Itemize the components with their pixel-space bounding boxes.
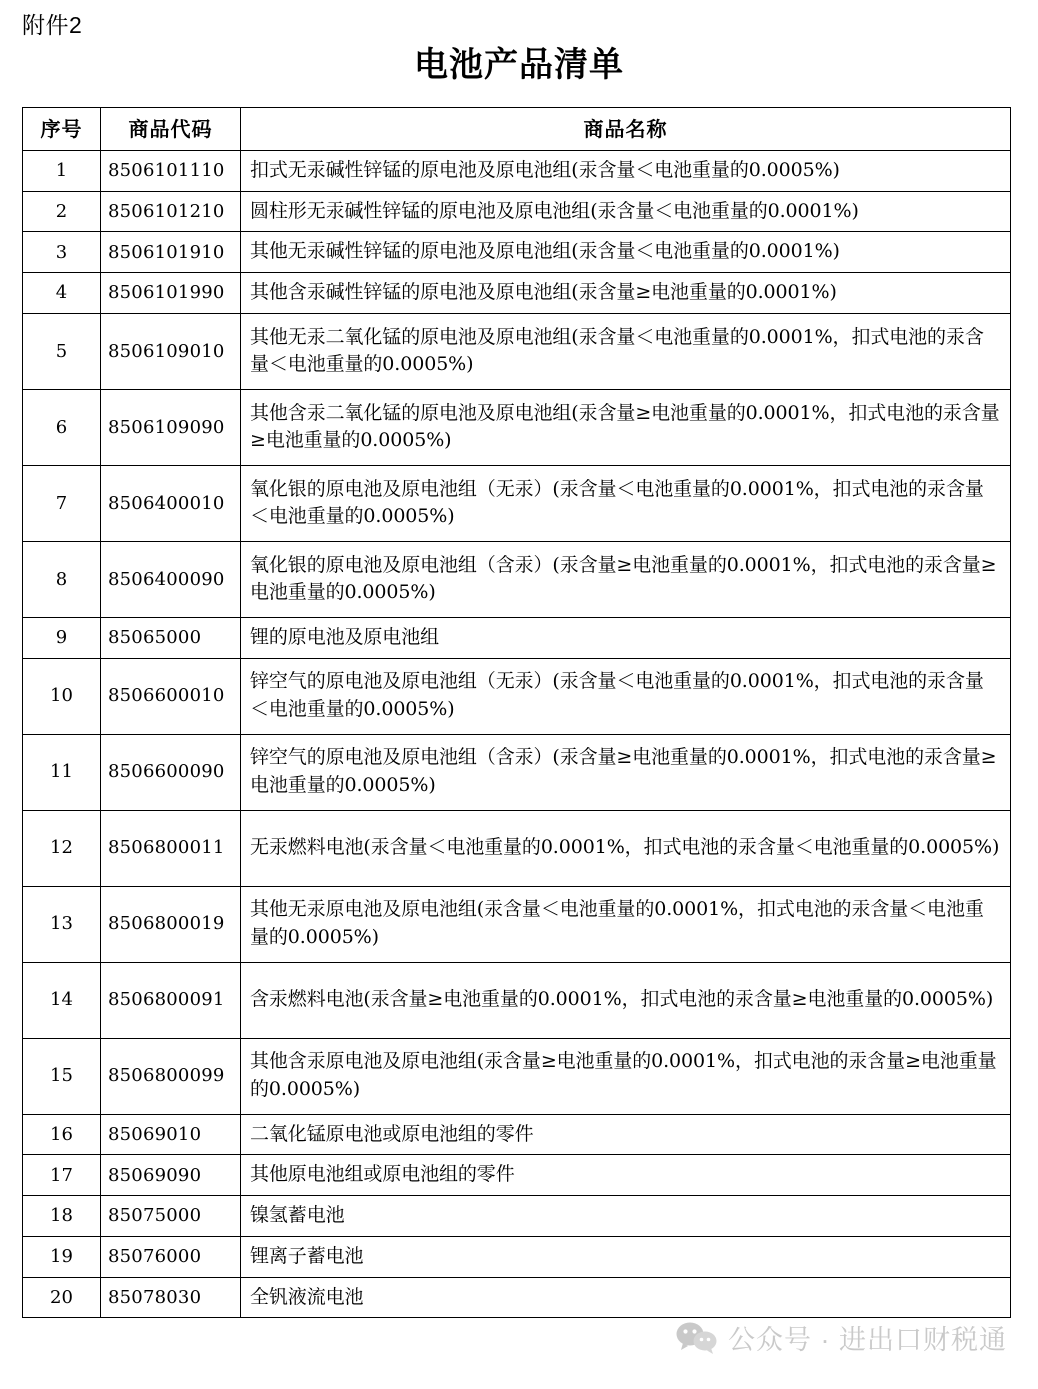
cell-seq: 12 <box>23 810 101 886</box>
cell-commodity-code: 8506800099 <box>101 1038 241 1114</box>
cell-commodity-name: 锂离子蓄电池 <box>241 1236 1011 1277</box>
cell-seq: 6 <box>23 389 101 465</box>
cell-commodity-code: 8506109090 <box>101 389 241 465</box>
cell-commodity-name: 氧化银的原电池及原电池组（无汞）(汞含量＜电池重量的0.0001%，扣式电池的汞含量＜电池重量的0.0005%) <box>241 465 1011 541</box>
cell-seq: 15 <box>23 1038 101 1114</box>
table-row <box>23 313 1011 389</box>
cell-commodity-code: 85076000 <box>101 1236 241 1277</box>
table-row <box>23 1155 1011 1196</box>
cell-seq: 1 <box>23 151 101 192</box>
cell-commodity-name: 扣式无汞碱性锌锰的原电池及原电池组(汞含量＜电池重量的0.0005%) <box>241 151 1011 192</box>
cell-commodity-code: 8506101990 <box>101 273 241 314</box>
cell-commodity-code: 8506600090 <box>101 734 241 810</box>
watermark <box>676 1318 1007 1357</box>
cell-commodity-name: 其他原电池组或原电池组的零件 <box>241 1155 1011 1196</box>
table-row <box>23 962 1011 1038</box>
cell-commodity-name: 其他无汞原电池及原电池组(汞含量＜电池重量的0.0001%，扣式电池的汞含量＜电池重量的0.0005%) <box>241 886 1011 962</box>
cell-seq: 14 <box>23 962 101 1038</box>
cell-seq: 18 <box>23 1196 101 1237</box>
cell-commodity-code: 8506101910 <box>101 232 241 273</box>
cell-commodity-code: 8506800011 <box>101 810 241 886</box>
cell-seq: 7 <box>23 465 101 541</box>
cell-seq: 16 <box>23 1114 101 1155</box>
column-header-seq: 序号 <box>23 108 101 151</box>
cell-seq: 4 <box>23 273 101 314</box>
cell-commodity-name: 其他含汞原电池及原电池组(汞含量≥电池重量的0.0001%，扣式电池的汞含量≥电池重量的0.0005%) <box>241 1038 1011 1114</box>
cell-seq: 3 <box>23 232 101 273</box>
table-row <box>23 886 1011 962</box>
wechat-icon <box>676 1321 718 1355</box>
cell-commodity-code: 8506109010 <box>101 313 241 389</box>
cell-commodity-name: 圆柱形无汞碱性锌锰的原电池及原电池组(汞含量＜电池重量的0.0001%) <box>241 191 1011 232</box>
table-header-row <box>23 108 1011 151</box>
table-row <box>23 1114 1011 1155</box>
cell-commodity-name: 全钒液流电池 <box>241 1277 1011 1318</box>
table-row <box>23 1196 1011 1237</box>
cell-commodity-code: 85065000 <box>101 617 241 658</box>
table-row <box>23 541 1011 617</box>
cell-commodity-code: 85078030 <box>101 1277 241 1318</box>
cell-commodity-name: 氧化银的原电池及原电池组（含汞）(汞含量≥电池重量的0.0001%，扣式电池的汞含量≥电池重量的0.0005%) <box>241 541 1011 617</box>
cell-commodity-code: 8506600010 <box>101 658 241 734</box>
table-row <box>23 810 1011 886</box>
battery-product-table <box>22 107 1011 1318</box>
cell-commodity-name: 其他无汞碱性锌锰的原电池及原电池组(汞含量＜电池重量的0.0001%) <box>241 232 1011 273</box>
product-table-container <box>22 107 1010 1318</box>
cell-seq: 13 <box>23 886 101 962</box>
table-row <box>23 734 1011 810</box>
cell-commodity-code: 8506101110 <box>101 151 241 192</box>
cell-commodity-code: 8506400010 <box>101 465 241 541</box>
cell-commodity-name: 锂的原电池及原电池组 <box>241 617 1011 658</box>
table-row <box>23 658 1011 734</box>
cell-seq: 20 <box>23 1277 101 1318</box>
cell-commodity-name: 镍氢蓄电池 <box>241 1196 1011 1237</box>
table-row <box>23 465 1011 541</box>
cell-commodity-name: 锌空气的原电池及原电池组（无汞）(汞含量＜电池重量的0.0001%，扣式电池的汞含量＜电池重量的0.0005%) <box>241 658 1011 734</box>
cell-seq: 17 <box>23 1155 101 1196</box>
column-header-code: 商品代码 <box>101 108 241 151</box>
table-body <box>23 151 1011 1318</box>
cell-commodity-name: 含汞燃料电池(汞含量≥电池重量的0.0001%，扣式电池的汞含量≥电池重量的0.0005%) <box>241 962 1011 1038</box>
table-row <box>23 1236 1011 1277</box>
column-header-name: 商品名称 <box>241 108 1011 151</box>
page-title: 电池产品清单 <box>414 45 624 85</box>
cell-commodity-name: 其他含汞碱性锌锰的原电池及原电池组(汞含量≥电池重量的0.0001%) <box>241 273 1011 314</box>
watermark-text: 公众号 · 进出口财税通 <box>728 1325 1007 1355</box>
cell-commodity-name: 二氧化锰原电池或原电池组的零件 <box>241 1114 1011 1155</box>
table-row <box>23 273 1011 314</box>
cell-commodity-name: 其他含汞二氧化锰的原电池及原电池组(汞含量≥电池重量的0.0001%，扣式电池的汞含量≥电池重量的0.0005%) <box>241 389 1011 465</box>
attachment-label: 附件2 <box>22 12 83 38</box>
cell-seq: 5 <box>23 313 101 389</box>
cell-commodity-code: 85075000 <box>101 1196 241 1237</box>
cell-commodity-name: 其他无汞二氧化锰的原电池及原电池组(汞含量＜电池重量的0.0001%，扣式电池的汞含量＜电池重量的0.0005%) <box>241 313 1011 389</box>
cell-seq: 9 <box>23 617 101 658</box>
cell-seq: 2 <box>23 191 101 232</box>
cell-commodity-code: 85069090 <box>101 1155 241 1196</box>
cell-commodity-name: 无汞燃料电池(汞含量＜电池重量的0.0001%，扣式电池的汞含量＜电池重量的0.0005%) <box>241 810 1011 886</box>
table-row <box>23 389 1011 465</box>
cell-seq: 10 <box>23 658 101 734</box>
table-row <box>23 1277 1011 1318</box>
cell-commodity-name: 锌空气的原电池及原电池组（含汞）(汞含量≥电池重量的0.0001%，扣式电池的汞含量≥电池重量的0.0005%) <box>241 734 1011 810</box>
table-header <box>23 108 1011 151</box>
cell-commodity-code: 8506400090 <box>101 541 241 617</box>
table-row <box>23 191 1011 232</box>
cell-commodity-code: 8506101210 <box>101 191 241 232</box>
cell-seq: 19 <box>23 1236 101 1277</box>
cell-commodity-code: 85069010 <box>101 1114 241 1155</box>
table-row <box>23 151 1011 192</box>
cell-commodity-code: 8506800019 <box>101 886 241 962</box>
table-row <box>23 617 1011 658</box>
cell-seq: 8 <box>23 541 101 617</box>
table-row <box>23 1038 1011 1114</box>
cell-commodity-code: 8506800091 <box>101 962 241 1038</box>
table-row <box>23 232 1011 273</box>
cell-seq: 11 <box>23 734 101 810</box>
